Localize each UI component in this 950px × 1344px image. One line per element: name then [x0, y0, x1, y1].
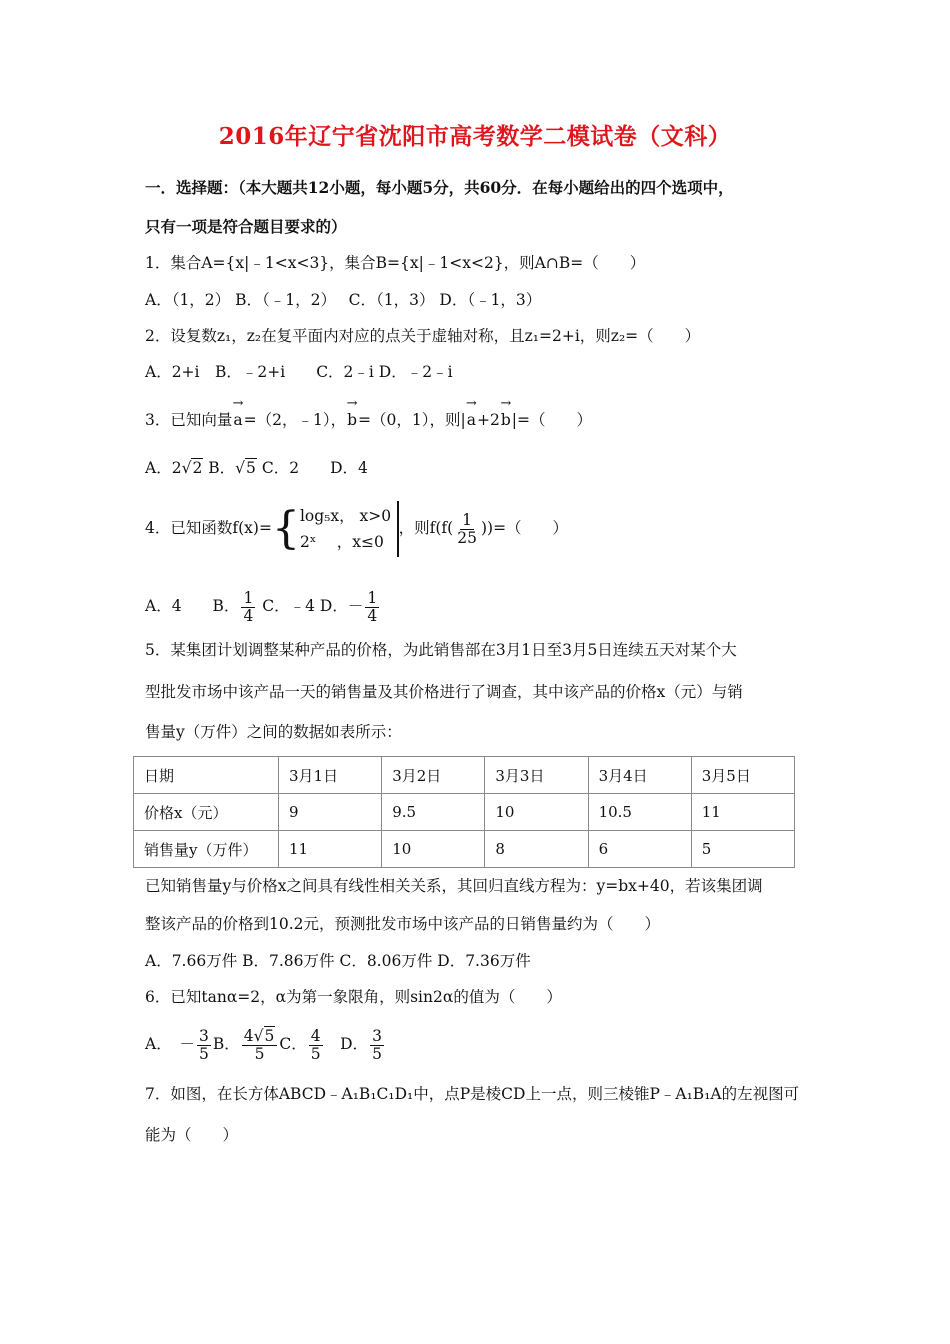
q4-option-d-sign: － [347, 597, 364, 615]
q5-data-table [133, 756, 795, 868]
sqrt-icon: √ [235, 459, 246, 477]
sqrt-icon: √ [253, 1027, 264, 1046]
q2-stem: 2．设复数z₁，z₂在复平面内对应的点关于虚轴对称，且z₁=2+i，则z₂=（ ） [145, 327, 701, 345]
q5-options: A．7.66万件 B．7.86万件 C．8.06万件 D．7.36万件 [145, 952, 531, 970]
q4-option-b-fraction: $\frac{1}{4}$ [243, 589, 254, 625]
q4-text-3: =（ ） [493, 519, 569, 537]
q5-line3: 售量y（万件）之间的数据如表所示： [145, 723, 402, 741]
q3-option-b-radicand: 5 [246, 459, 256, 477]
table-cell: 3月1日 [279, 757, 382, 794]
vector-a: → a [232, 410, 243, 430]
q3-option-a: A．2 [145, 459, 182, 477]
q6-option-a-fraction: $\frac{3}{5}$ [198, 1027, 209, 1063]
q2-options: A．2+i B．﹣2+i C．2﹣i D．﹣2﹣i [145, 363, 453, 381]
q3-text-4: +2 [476, 411, 500, 429]
q6-option-d: D． [324, 1035, 369, 1053]
table-cell: 6 [588, 831, 691, 868]
table-row [134, 794, 795, 831]
q4-options [145, 588, 381, 624]
table-cell: 价格x（元） [134, 794, 279, 831]
q4-stem [145, 500, 568, 557]
q3-option-b: B． [203, 459, 236, 477]
q3-text-5: |=（ ） [511, 411, 592, 429]
q3-text-3: =（0，1），则| [358, 411, 466, 429]
table-row [134, 831, 795, 868]
q4-option-d-fraction: $\frac{1}{4}$ [367, 589, 378, 625]
q6-option-b-fraction: $\frac{4√5}{5}$ [242, 1028, 278, 1062]
table-cell: 日期 [134, 757, 279, 794]
q6-option-a-sign: － [179, 1035, 195, 1053]
q3-text-1: 3．已知向量 [145, 411, 233, 429]
page-title: 2016年辽宁省沈阳市高考数学二模试卷（文科） [218, 123, 732, 150]
q6-stem: 6．已知tanα=2，α为第一象限角，则sin2α的值为（ ） [145, 988, 562, 1006]
q6-option-a: A． [145, 1035, 180, 1053]
table-cell: 9.5 [382, 794, 485, 831]
q6-options [145, 1024, 386, 1064]
q7-line1: 7．如图，在长方体ABCD﹣A₁B₁C₁D₁中，点P是棱CD上一点，则三棱锥P﹣A₁B₁A的左视图可 [145, 1085, 800, 1103]
q4-case-1: log₅x， x>0 [299, 507, 392, 525]
table-cell: 3月4日 [588, 757, 691, 794]
q6-option-c: C． [279, 1035, 307, 1053]
q4-option-c: C．﹣4 D． [257, 597, 348, 615]
q4-close: )) [480, 519, 494, 537]
q4-fraction: $\frac{1}{25}$ [457, 511, 477, 547]
table-row [134, 757, 795, 794]
section-heading-line2: 只有一项是符合题目要求的） [145, 217, 347, 236]
q4-text-2: ，则 [398, 519, 430, 537]
q3-options [145, 458, 368, 478]
section-heading-line1: 一．选择题：（本大题共12小题，每小题5分，共60分．在每小题给出的四个选项中， [145, 178, 734, 197]
table-cell: 10.5 [588, 794, 691, 831]
q4-function-def: f(x)= [232, 519, 272, 537]
q1-options: A．（1，2） B．（﹣1，2） C．（1，3） D．（﹣1，3） [145, 291, 542, 309]
table-cell: 11 [279, 831, 382, 868]
table-cell: 9 [279, 794, 382, 831]
q3-stem [145, 410, 592, 430]
vector-b-2: → b [500, 410, 512, 430]
table-cell: 3月2日 [382, 757, 485, 794]
q6-option-c-fraction: $\frac{4}{5}$ [310, 1027, 321, 1063]
vector-b: → b [346, 410, 358, 430]
vector-a-2: → a [466, 410, 477, 430]
table-cell: 销售量y（万件） [134, 831, 279, 868]
q4-ff: f(f( [429, 519, 454, 537]
q5-after-line1: 已知销售量y与价格x之间具有线性相关关系，其回归直线方程为：y=bx+40，若该集团调 [145, 877, 763, 895]
q5-line2: 型批发市场中该产品一天的销售量及其价格进行了调查，其中该产品的价格x（元）与销 [145, 683, 743, 701]
left-brace-icon: { [271, 503, 300, 554]
q3-text-2: =（2，﹣1）， [243, 411, 347, 429]
q4-case-2: 2ˣ ，x≤0 [299, 533, 384, 551]
table-cell: 5 [691, 831, 794, 868]
table-cell: 11 [691, 794, 794, 831]
sqrt-icon: √ [181, 459, 192, 477]
table-cell: 10 [485, 794, 588, 831]
table-cell: 8 [485, 831, 588, 868]
q3-option-a-radicand: 2 [192, 459, 203, 477]
q5-line1: 5．某集团计划调整某种产品的价格，为此销售部在3月1日至3月5日连续五天对某个大 [145, 641, 737, 659]
q4-cases [300, 503, 391, 555]
q5-after-line2: 整该产品的价格到10.2元，预测批发市场中该产品的日销售量约为（ ） [145, 915, 661, 933]
q6-option-b: B． [212, 1035, 240, 1053]
q1-stem: 1．集合A={x|﹣1<x<3}，集合B={x|﹣1<x<2}，则A∩B=（ ） [145, 254, 646, 272]
q4-text-1: 4．已知函数 [145, 519, 233, 537]
q4-option-a: A．4 B． [145, 597, 240, 615]
q3-option-cd: C．2 D．4 [256, 459, 368, 477]
q6-option-d-fraction: $\frac{3}{5}$ [372, 1027, 382, 1063]
q7-line2: 能为（ ） [145, 1126, 239, 1144]
table-cell: 3月3日 [485, 757, 588, 794]
table-cell: 10 [382, 831, 485, 868]
table-cell: 3月5日 [691, 757, 794, 794]
